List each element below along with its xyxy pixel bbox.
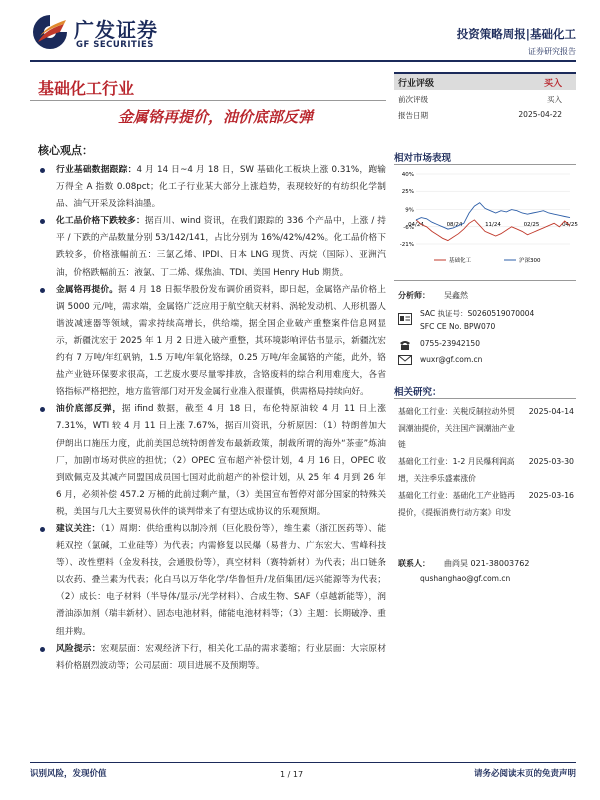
bullet-text: 据 ifind 数据，截至 4 月 18 日，布伦特原油较 4 月 11 日上涨 7.31%，WTI 较 4 月 11 日上涨 7.67%，据百川资讯，分析原因：（1）特朗普加大伊朗出口施压力度，此前美国总统特朗普发布最新政策，制裁所谓的海外“茶壶”炼油厂，加剧市场对供应的担忧；（2）OPEC 宣布超产补偿计划，4 月 16 日，OPEC 收到欧佩克及其减产同盟国成员国七国对此前超产的补偿计划，从 25 年 4 月到 26 年 6 月，必须补偿 457.2 万桶的此前过剩产量，（3）美国宣布暂停对部分国家的特殊关税，美国与几大主要贸易伙伴的谈判带来了有望达成协议的乐观预期。	[56, 404, 387, 517]
chart-title: 相对市场表现	[394, 153, 452, 164]
prev-rating-row	[394, 92, 576, 106]
related-item-date: 2025-03-16	[528, 491, 574, 500]
related-divider	[394, 398, 576, 399]
core-points-list	[34, 162, 386, 675]
related-item-text: 基础化工行业：关税反制拉动外贸洞潮油提价，关注国产洞潮油产业链	[398, 407, 515, 449]
bullet-price-decline	[34, 213, 386, 281]
bullet-text: （1）周期：供给重构以制冷剂（巨化股份等），维生素（浙江医药等）、能耗双控（氯碱，工业硅等）为代表；内需修复以民爆（易普力、广东宏大、雪峰科技等）、改性塑料（金发科技，会通股份等），真空材料（赛特新材）为代表；出口链条以农药、叠兰素为代表；化白马以万华化学/华鲁恒升/龙佰集团/远兴能源等为代表；（2）成长：电子材料（半导体/显示/光学材料）、合成生物、SAF（卓越新能等），润滑油添加剂（瑞丰新材）、固态电池材料，储能电池材料等；（3）主题：长期破净、重组并购。	[56, 523, 387, 637]
related-item-date: 2025-04-14	[528, 407, 574, 416]
contact-block	[398, 558, 529, 569]
report-type: 投资策略周报|基础化工	[456, 27, 576, 41]
logo-text-en: GF SECURITIES	[76, 40, 154, 50]
bullet-heading: 金属铬再提价。	[56, 284, 119, 295]
title-divider	[30, 100, 386, 101]
rating-header	[394, 72, 576, 90]
bullet-text: 据百川、wind 资讯，在我们跟踪的 336 个产品中，上涨 / 持平 / 下跌的产品数量分别 53/142/141，占比分别为 16%/42%/42%。化工品价格下跌较多，价格涨幅前五：三氯乙烯、IPDI、日本 LNG 现货、丙烷（国际）、亚洲汽油，价格跌幅前五：液氯、丁二烯、煤焦油、TDI、美国 Henry Hub 期货。	[56, 216, 386, 278]
x-tick-label: 02/25	[523, 221, 540, 228]
rating-label: 行业评级	[398, 79, 435, 89]
bullet-text: 宏观层面：宏观经济下行，相关化工品的需求萎缩；行业层面：大宗原材料价格剧烈波动等；公司层面：项目进展不及预期等。	[56, 643, 387, 671]
bullet-heading: 化工品价格下跌较多：	[56, 216, 145, 227]
gf-logo	[30, 12, 190, 58]
bullet-recommendation	[34, 521, 386, 641]
bullet-industry-data	[34, 162, 386, 213]
x-tick-label: 08/24	[446, 221, 463, 228]
prev-rating-label: 前次评级	[398, 95, 428, 104]
legend-label: 基础化工	[449, 258, 472, 264]
relative-performance-chart	[394, 168, 576, 268]
bullet-heading: 风险提示：	[56, 643, 101, 654]
y-tick-label: 25%	[401, 189, 414, 196]
analyst-phone: 0755-23942150	[420, 339, 480, 348]
related-item-text: 基础化工行业：1-2 月民爆利润高增，关注季乐盛素涨价	[398, 457, 515, 483]
report-date-row	[394, 108, 576, 122]
bullet-chromium-price	[34, 282, 386, 402]
related-title: 相关研究：	[394, 387, 442, 398]
prev-rating-value: 买入	[547, 95, 562, 104]
contact-label: 联系人：	[398, 559, 430, 568]
gf-logo-mark-icon	[30, 12, 70, 52]
y-tick-label: 40%	[401, 172, 414, 178]
bullet-text: 据 4 月 18 日振华股份发布调价函资料，即日起，金属铬产品价格上调 5000 元/吨，需求端，金属铬广泛应用于航空航天材料、涡轮发动机、人形机器人谐波减速器等领域，需求持续高增长，供给端，据全国企业破产重整案件信息网显示，新疆沈宏于 2025 年 1 月 2 日进入破产重整，其环境影响评估书显示，新疆沈宏约有 7 万吨/年红矾钠，1.5 万吨/年氧化铬绿，0.25 万吨/年金属铬的产能，此外，铬盐产业链环保要求很高，工艺废水要尽量零排放，含铬废料的综合利用难度大，各省铬指标严格把控，地方监管部门对开发金属行业准入很谨慎，供需格局持续向好。	[56, 284, 386, 398]
bullet-oil-price	[34, 401, 386, 521]
report-date-label: 报告日期	[398, 111, 428, 120]
logo-text-cn: 广发证券	[74, 18, 158, 42]
analyst-label: 分析师：	[398, 291, 430, 300]
chart-divider	[394, 164, 576, 165]
analyst-title	[398, 290, 468, 301]
bullet-heading: 行业基础数据跟踪：	[56, 165, 137, 175]
y-tick-label: 9%	[405, 207, 414, 214]
x-tick-label: 11/24	[485, 221, 501, 228]
page-header	[0, 0, 600, 64]
email-icon	[398, 354, 412, 366]
related-item-date: 2025-03-30	[528, 457, 574, 466]
report-title: 金属铬再提价，油价底部反弹	[118, 108, 314, 126]
footer-disclaimer: 请务必阅读末页的免责声明	[473, 769, 576, 779]
y-tick-label: -6%	[403, 224, 414, 231]
report-subtitle: 证券研究报告	[528, 47, 576, 56]
analyst-sac: SAC 执证号：S0260519070004	[420, 309, 535, 318]
rating-box	[394, 72, 576, 128]
bullet-heading: 油价底部反弹，	[56, 404, 122, 415]
contact-email[interactable]: qushanghao@gf.com.cn	[420, 574, 511, 583]
related-item[interactable]	[398, 404, 574, 454]
report-date-value: 2025-04-22	[518, 110, 562, 119]
rating-value: 买入	[543, 79, 562, 89]
related-item[interactable]	[398, 454, 574, 487]
legend-label: 沪深300	[519, 258, 541, 264]
analyst-email[interactable]: wuxr@gf.com.cn	[420, 355, 483, 364]
contact-name: 曲尚昊 021-38003762	[444, 559, 530, 568]
industry-name: 基础化工行业	[38, 79, 135, 98]
footer-slogan: 识别风险，发现价值	[30, 769, 107, 779]
footer-divider	[30, 762, 576, 763]
bullet-text: 4 月 14 日~4 月 18 日，SW 基础化工板块上涨 0.31%，跑输万得全 A 指数 0.08pct；化工子行业某大部分上涨趋势，表现较好的有纺织化学制品、油气开采及涂料油墨。	[56, 165, 386, 210]
bullet-risk	[34, 641, 386, 675]
related-item-text: 基础化工行业：基础化工产业链再提价，《提振消费行动方案》印发	[398, 491, 515, 517]
x-tick-label: 04/25	[562, 221, 578, 228]
id-card-icon	[398, 313, 412, 325]
analyst-divider	[394, 280, 576, 281]
phone-icon	[398, 339, 412, 351]
y-tick-label: -21%	[399, 242, 414, 248]
header-divider	[30, 60, 576, 62]
related-item[interactable]	[398, 488, 574, 521]
bullet-heading: 建议关注：	[56, 523, 101, 534]
x-tick-label: 04/24	[408, 221, 424, 228]
page-number: 1 / 17	[280, 770, 304, 779]
core-points-title: 核心观点：	[38, 144, 93, 157]
analyst-sfc: SFC CE No. BPW070	[420, 322, 496, 331]
analyst-name: 吴鑫然	[444, 291, 468, 300]
chart-svg	[394, 168, 576, 268]
